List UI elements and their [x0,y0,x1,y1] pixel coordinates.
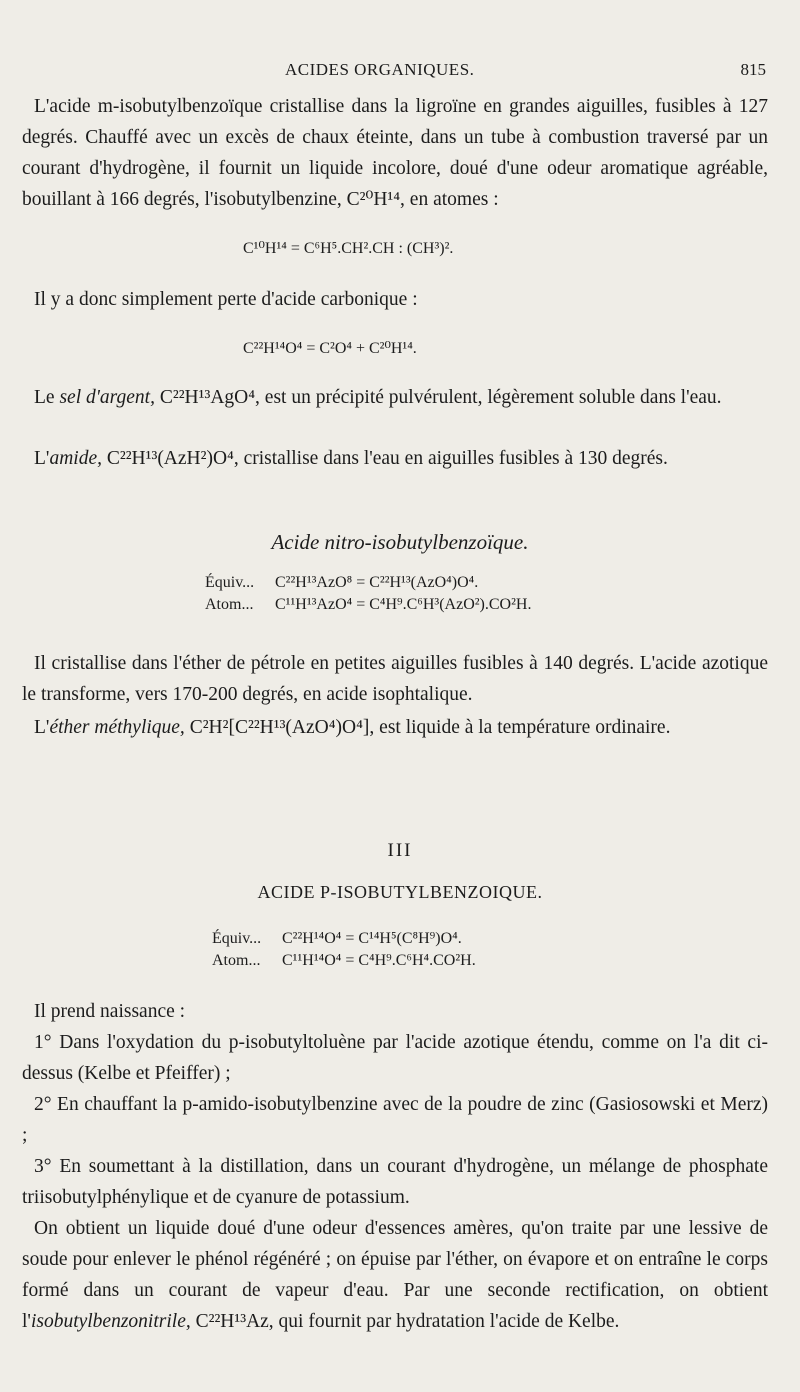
formula-isobutylbenzine: C¹⁰H¹⁴ = C⁶H⁵.CH².CH : (CH³)². [243,240,454,257]
italic-term: isobutylbenzonitrile, [30,1311,191,1332]
running-head [0,60,800,84]
paragraph-m-isobutylbenzoic [22,91,768,215]
paragraph-text: Il prend naissance : [34,1001,186,1022]
section-title: ACIDE P-ISOBUTYLBENZOIQUE. [257,882,543,902]
paragraph-nitro-crystals [22,648,768,710]
atom-formula: C¹¹H¹⁴O⁴ = C⁴H⁹.C⁶H⁴.CO²H. [282,952,476,969]
atom-formula: C¹¹H¹³AzO⁴ = C⁴H⁹.C⁶H³(AzO²).CO²H. [275,596,532,613]
atom-line [205,594,531,616]
paragraph-origin-list [22,996,768,1337]
italic-term: éther méthylique, [49,717,185,738]
atom-label: Atom... [205,596,254,613]
italic-term: amide, [49,448,102,469]
text-prefix: L' [34,448,50,469]
text-rest: C²²H¹³AgO⁴, est un précipité pulvérulent, légèrement soluble dans l'eau. [154,387,722,408]
text-rest: C²²H¹³(AzH²)O⁴, cristallise dans l'eau en aiguilles fusibles à 130 degrés. [101,448,668,469]
paragraph-methyl-ether [22,712,768,743]
equiv-line [205,572,531,594]
atom-line [212,950,476,972]
list-item-1: 1° Dans l'oxydation du p-isobutyltoluène par l'acide azotique étendu, comme on l'a dit ci-dessus (Kelbe et Pfeiffer) ; [22,1032,768,1084]
paragraph-text: Il y a donc simplement perte d'acide carbonique : [34,289,418,310]
text-rest: C²H²[C²²H¹³(AzO⁴)O⁴], est liquide à la température ordinaire. [184,717,671,738]
equiv-label: Équiv... [212,930,262,947]
equiv-line [212,928,476,950]
italic-term: sel d'argent, [59,387,155,408]
formula-block-nitro [205,572,531,616]
paragraph-text: L'acide m-isobutylbenzoïque cristallise dans la ligroïne en grandes aiguilles, fusibles à 127 degrés. Chauffé avec un excès de chaux éteinte, dans un tube à combustion traversé par un courant d'hydrogène, il fournit un liquide incolore, doué d'une odeur aromatique agréable, bouillant à 166 degrés, l'isobutylbenzine, C²⁰H¹⁴, en atomes : [22,96,768,210]
section-number: III [387,840,413,861]
formula-block-p-isobutyl [212,928,476,972]
atom-label: Atom... [212,952,261,969]
equiv-label: Équiv... [205,574,255,591]
text-prefix: On obtient un liquide doué d'une odeur d'essences amères, qu'on traite par une lessive de soude pour enlever le phénol régénéré ; on épuise par l'éther, on évapore et on entraîne le corps formé dans un courant de vapeur d'eau. Par une seconde rectification, on obtient l' [22,1218,768,1332]
equiv-formula: C²²H¹⁴O⁴ = C¹⁴H⁵(C⁸H⁹)O⁴. [282,930,462,947]
paragraph-text: Il cristallise dans l'éther de pétrole en petites aiguilles fusibles à 140 degrés. L'acide azotique le transforme, vers 170-200 degrés, en acide isophtalique. [22,653,768,705]
paragraph-carbonic-loss [22,284,768,315]
subheading-nitro-acid: Acide nitro-isobutylbenzoïque. [271,530,529,554]
running-title: ACIDES ORGANIQUES. [285,60,475,79]
list-item-3: 3° En soumettant à la distillation, dans un courant d'hydrogène, un mélange de phosphate triisobutylphénylique et de cyanure de potassium. [22,1156,768,1208]
formula-decarboxylation: C²²H¹⁴O⁴ = C²O⁴ + C²⁰H¹⁴. [243,340,417,357]
list-item-2: 2° En chauffant la p-amido-isobutylbenzine avec de la poudre de zinc (Gasiosowski et Merz) ; [22,1094,768,1146]
paragraph-silver-salt [22,382,768,413]
paragraph-amide [22,412,768,474]
text-prefix: Le [34,387,60,408]
page-number: 815 [740,60,766,79]
text-prefix: L' [34,717,50,738]
equiv-formula: C²²H¹³AzO⁸ = C²²H¹³(AzO⁴)O⁴. [275,574,479,591]
text-rest: C²²H¹³Az, qui fournit par hydratation l'acide de Kelbe. [190,1311,620,1332]
